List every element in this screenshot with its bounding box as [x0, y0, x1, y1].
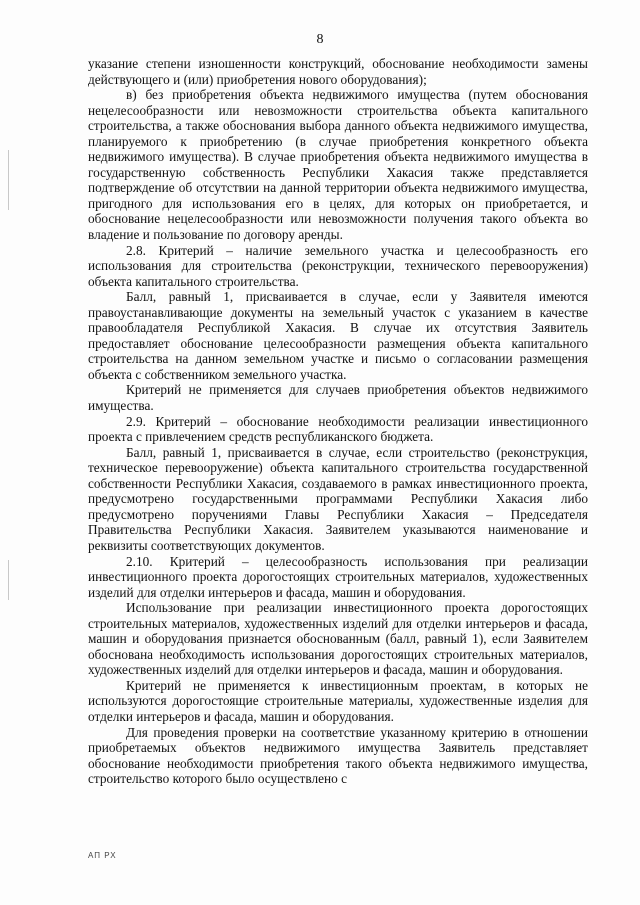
paragraph-criterion-2-8: 2.8. Критерий – наличие земельного участка и целесообразность его использования для строительства (реконструкции, технического перевооружения) объекта капитального строительства. [88, 242, 588, 289]
paragraph-exception-2-8: Критерий не применяется для случаев приобретения объектов недвижимого имущества. [88, 382, 588, 414]
paragraph-item-v: в) без приобретения объекта недвижимого имущества (путем обоснования нецелесообразности или невозможности строительства объекта капитального строительства, а также обоснования выбора данного объекта недвижимого имущества, планируемого к приобретению (в случае приобретения конкретного объекта недвижимого имущества). В случае приобретения объекта недвижимого имущества в государственную собственность Республики Хакасия также представляется подтверждение об отсутствии на данной территории объекта недвижимого имущества, пригодного для использования его в целях, для которых он приобретается, и обоснование нецелесообразности или невозможности получения такого объекта во владение и пользование по договору аренды. [88, 87, 588, 243]
paragraph-criterion-2-9: 2.9. Критерий – обоснование необходимости реализации инвестиционного проекта с привлечением средств республиканского бюджета. [88, 413, 588, 445]
paragraph-continuation: указание степени изношенности конструкций, обоснование необходимости замены действующего и (или) приобретения нового оборудования); [88, 56, 588, 87]
scan-edge-mark [8, 560, 9, 600]
document-body [88, 56, 588, 787]
paragraph-score-2-8: Балл, равный 1, присваивается в случае, если у Заявителя имеются правоустанавливающие документы на земельный участок с указанием в качестве правообладателя Республикой Хакасия. В случае их отсутствия Заявитель предоставляет обоснование целесообразности размещения объекта капитального строительства на данном земельном участке и письмо о согласовании размещения объекта с собственником земельного участка. [88, 289, 588, 382]
paragraph-criterion-2-10: 2.10. Критерий – целесообразность использования при реализации инвестиционного проекта дорогостоящих строительных материалов, художественных изделий для отделки интерьеров и фасада, машин и оборудования. [88, 553, 588, 600]
footer-code: АП РХ [88, 851, 117, 860]
scan-edge-mark [8, 150, 9, 210]
page-number: 8 [316, 32, 324, 47]
paragraph-score-2-10: Использование при реализации инвестиционного проекта дорогостоящих строительных материалов, художественных изделий для отделки интерьеров и фасада, машин и оборудования признается обоснованным (балл, равный 1), если Заявителем обоснована необходимость использования дорогостоящих строительных материалов, художественных изделий для отделки интерьеров и фасада, машин и оборудования. [88, 600, 588, 678]
paragraph-score-2-9: Балл, равный 1, присваивается в случае, если строительство (реконструкция, техническое перевооружение) объекта капитального строительства государственной собственности Республики Хакасия, создаваемого в рамках инвестиционного проекта, предусмотрено государственными программами Республики Хакасия либо предусмотрено поручениями Главы Республики Хакасия – Председателя Правительства Республики Хакасия. Заявителем указываются наименование и реквизиты соответствующих документов. [88, 444, 588, 553]
paragraph-verification-2-10: Для проведения проверки на соответствие указанному критерию в отношении приобретаемых объектов недвижимого имущества Заявитель представляет обоснование необходимости приобретения такого объекта недвижимого имущества, строительство которого было осуществлено с [88, 724, 588, 787]
paragraph-exception-2-10: Критерий не применяется к инвестиционным проектам, в которых не используются дорогостоящие строительные материалы, художественные изделия для отделки интерьеров и фасада, машин и оборудования. [88, 677, 588, 724]
